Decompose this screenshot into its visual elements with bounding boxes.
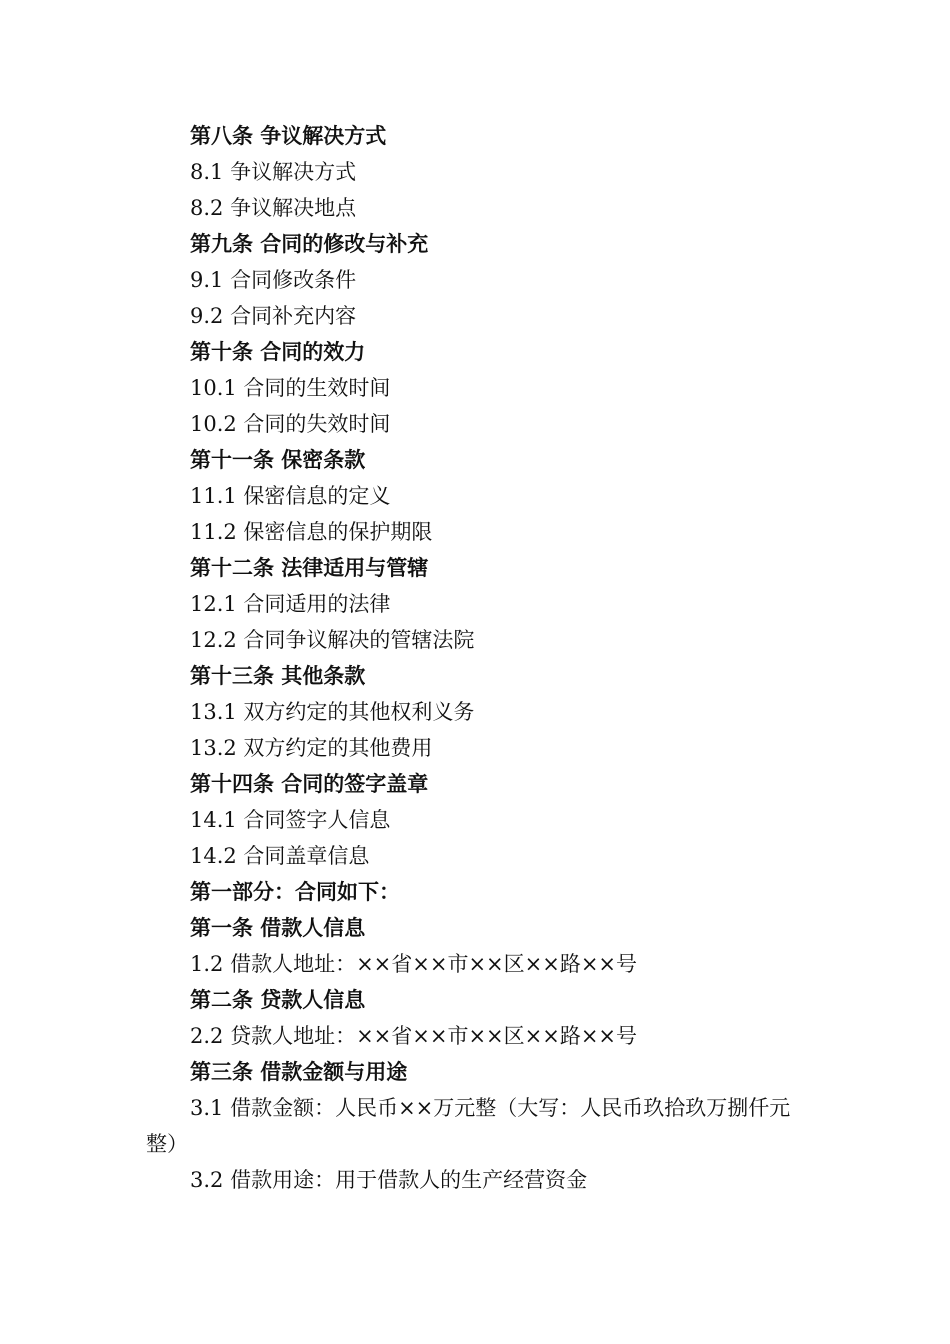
section-heading: 第八条 争议解决方式 [190,124,387,148]
section-heading: 第一条 借款人信息 [190,916,366,940]
clause-text: 8.2 争议解决地点 [190,196,357,220]
section-heading: 第二条 贷款人信息 [190,988,366,1012]
clause-text: 8.1 争议解决方式 [190,160,357,184]
clause-text: 14.2 合同盖章信息 [190,844,370,868]
clause-text: 9.1 合同修改条件 [190,268,357,292]
clause-text: 14.1 合同签字人信息 [190,808,391,832]
clause-text: 10.2 合同的失效时间 [190,412,391,436]
section-heading: 第一部分：合同如下： [190,880,400,904]
clause-text: 12.2 合同争议解决的管辖法院 [190,628,475,652]
section-heading: 第十四条 合同的签字盖章 [190,772,429,796]
clause-text: 3.1 借款金额：人民币××万元整（大写：人民币玖拾玖万捌仟元整） [146,1096,791,1156]
clause-text: 9.2 合同补充内容 [190,304,357,328]
clause-text: 11.1 保密信息的定义 [190,484,391,508]
section-heading: 第十条 合同的效力 [190,340,366,364]
document-body [146,118,826,1198]
clause-text: 12.1 合同适用的法律 [190,592,391,616]
clause-text: 2.2 贷款人地址：××省××市××区××路××号 [190,1024,638,1048]
clause-text: 11.2 保密信息的保护期限 [190,520,433,544]
clause-text: 13.2 双方约定的其他费用 [190,736,433,760]
clause-text: 1.2 借款人地址：××省××市××区××路××号 [190,952,638,976]
section-heading: 第三条 借款金额与用途 [190,1060,408,1084]
section-heading: 第十一条 保密条款 [190,448,366,472]
clause-text: 13.1 双方约定的其他权利义务 [190,700,475,724]
clause-text: 10.1 合同的生效时间 [190,376,391,400]
clause-text: 3.2 借款用途：用于借款人的生产经营资金 [190,1168,588,1192]
section-heading: 第十二条 法律适用与管辖 [190,556,429,580]
section-heading: 第九条 合同的修改与补充 [190,232,429,256]
section-heading: 第十三条 其他条款 [190,664,366,688]
